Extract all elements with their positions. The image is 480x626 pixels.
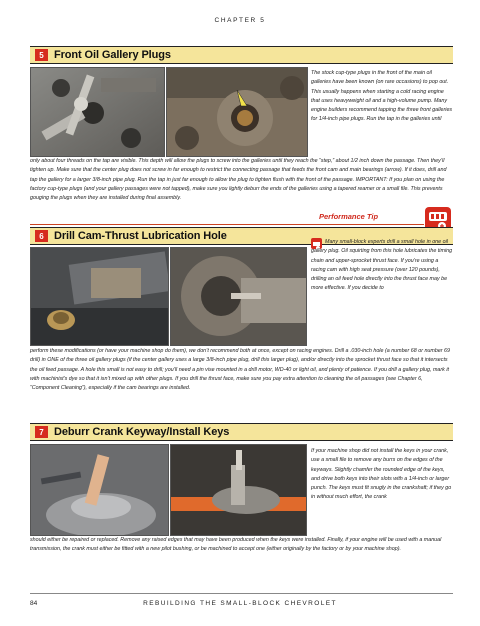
drill-thrust-face-image xyxy=(171,248,306,345)
tap-handle-image xyxy=(31,68,164,156)
section-5-side-text: The stock cup-type plugs in the front of the main oil galleries have been known (on rare occasions) to pop out. This usually happens when starting a cold racing engine that uses heavyweight oil and a high-volume pump. Many engine builders recommend tapping the three front galleries for 1/4-inch pipe plugs. Run the tap in the galleries until xyxy=(311,70,453,123)
section-6-number: 6 xyxy=(35,230,48,242)
section-6-body-text: perform these modifications (or have your machine shop do them), we don’t recommend both at once, except on racing engines. Drill a .030-inch hole (a number 68 or number 69 drill) in ONE of the three oil gallery plugs (if the center gallery uses a large 3/8-inch pipe plug, drill this larger plug), and/or directly into the sprocket thrust face so that it intersects the oil feed passage. A hole this small is not easy to drill; you’ll need a pin vise mounted in a drill motor, WD-40 or light oil, and plenty of patience. If you drill a gallery plug, mark it with machinist’s dye so that it isn’t mixed up with other plugs. If you drill the thrust face, make sure you pay extra attention to cleaning the oil passages (see Chapter 6, “Component Cleaning”), especially if the cam bearings are installed. xyxy=(30,348,451,392)
section-7-body-text: should either be repaired or replaced. Remove any raised edges that may have been produced when the keys were installed. Finally, if your engine will be used with a manual transmission, the crank must either be fitted with a new pilot bushing, or be machined to accept one (either originally by the factory or by your machine shop). xyxy=(30,537,442,553)
performance-tip-rule xyxy=(30,224,424,225)
section-7-side-text: If your machine shop did not install the keys in your crank, use a small file to remove any burrs on the edges of the keyways. Slightly chamfer the rounded edge of the keys, and drive both keys into their slots with a 1/4-inch or larger punch. The keys must fit snugly in the crankshaft; if they go in without much effort, the crank xyxy=(311,448,452,501)
photo-crank-key xyxy=(170,444,307,536)
section-6-title: Drill Cam-Thrust Lubrication Hole xyxy=(54,230,227,242)
section-7-number: 7 xyxy=(35,426,48,438)
photo-drill-plug xyxy=(30,247,169,346)
section-5-header xyxy=(30,46,453,64)
section-6-side-text: Many small-block experts drill a small hole in one oil gallery plug. Oil squirting from this hole lubricates the timing chain and upper-sprocket thrust face. If you’re using a racing cam with high seat pressure (over 120 pounds), drilling an oil feed hole directly into the thrust face may be more effective. If you decide to xyxy=(311,239,453,292)
photo-tap-handle xyxy=(30,67,165,157)
section-5-title: Front Oil Gallery Plugs xyxy=(54,49,171,61)
section-5-number: 5 xyxy=(35,49,48,61)
book-title: REBUILDING THE SMALL-BLOCK CHEVROLET xyxy=(143,600,337,607)
page-number: 84 xyxy=(30,600,38,607)
gallery-plug-image xyxy=(167,68,307,156)
drill-plug-image xyxy=(31,248,168,345)
section-7-header xyxy=(30,423,453,441)
performance-tip-label: Performance Tip xyxy=(319,212,379,221)
photo-drill-thrust-face xyxy=(170,247,307,346)
footer-rule xyxy=(30,593,453,594)
photo-gallery-plug xyxy=(166,67,308,157)
crank-file-image xyxy=(31,445,168,535)
photo-crank-file xyxy=(30,444,169,536)
crank-key-image xyxy=(171,445,306,535)
section-5-body-text: only about four threads on the tap are visible. This depth will allow the plugs to screw into the galleries until they reach the “step,” about 1/2 inch down the passage. Then they’ll tighten up. Make sure that the center plug does not screw in far enough to restrict the connecting passage that feeds the front cam and main bearings (arrow). If it does, drill and tap the gallery for a larger 3/8-inch pipe plug. Run the tap in just far enough to allow the plug to tighten flush with the front of the passage. IMPORTANT: If you plan on using the factory cup-type plugs (and your gallery passages were not tapped), make sure you lightly deburr the ends of the galleries using a tapered reamer or a small file. This prevents gouging the plugs when they are installed during final assembly. xyxy=(30,158,447,202)
section-7-title: Deburr Crank Keyway/Install Keys xyxy=(54,426,230,438)
chapter-header: CHAPTER 5 xyxy=(214,17,266,24)
